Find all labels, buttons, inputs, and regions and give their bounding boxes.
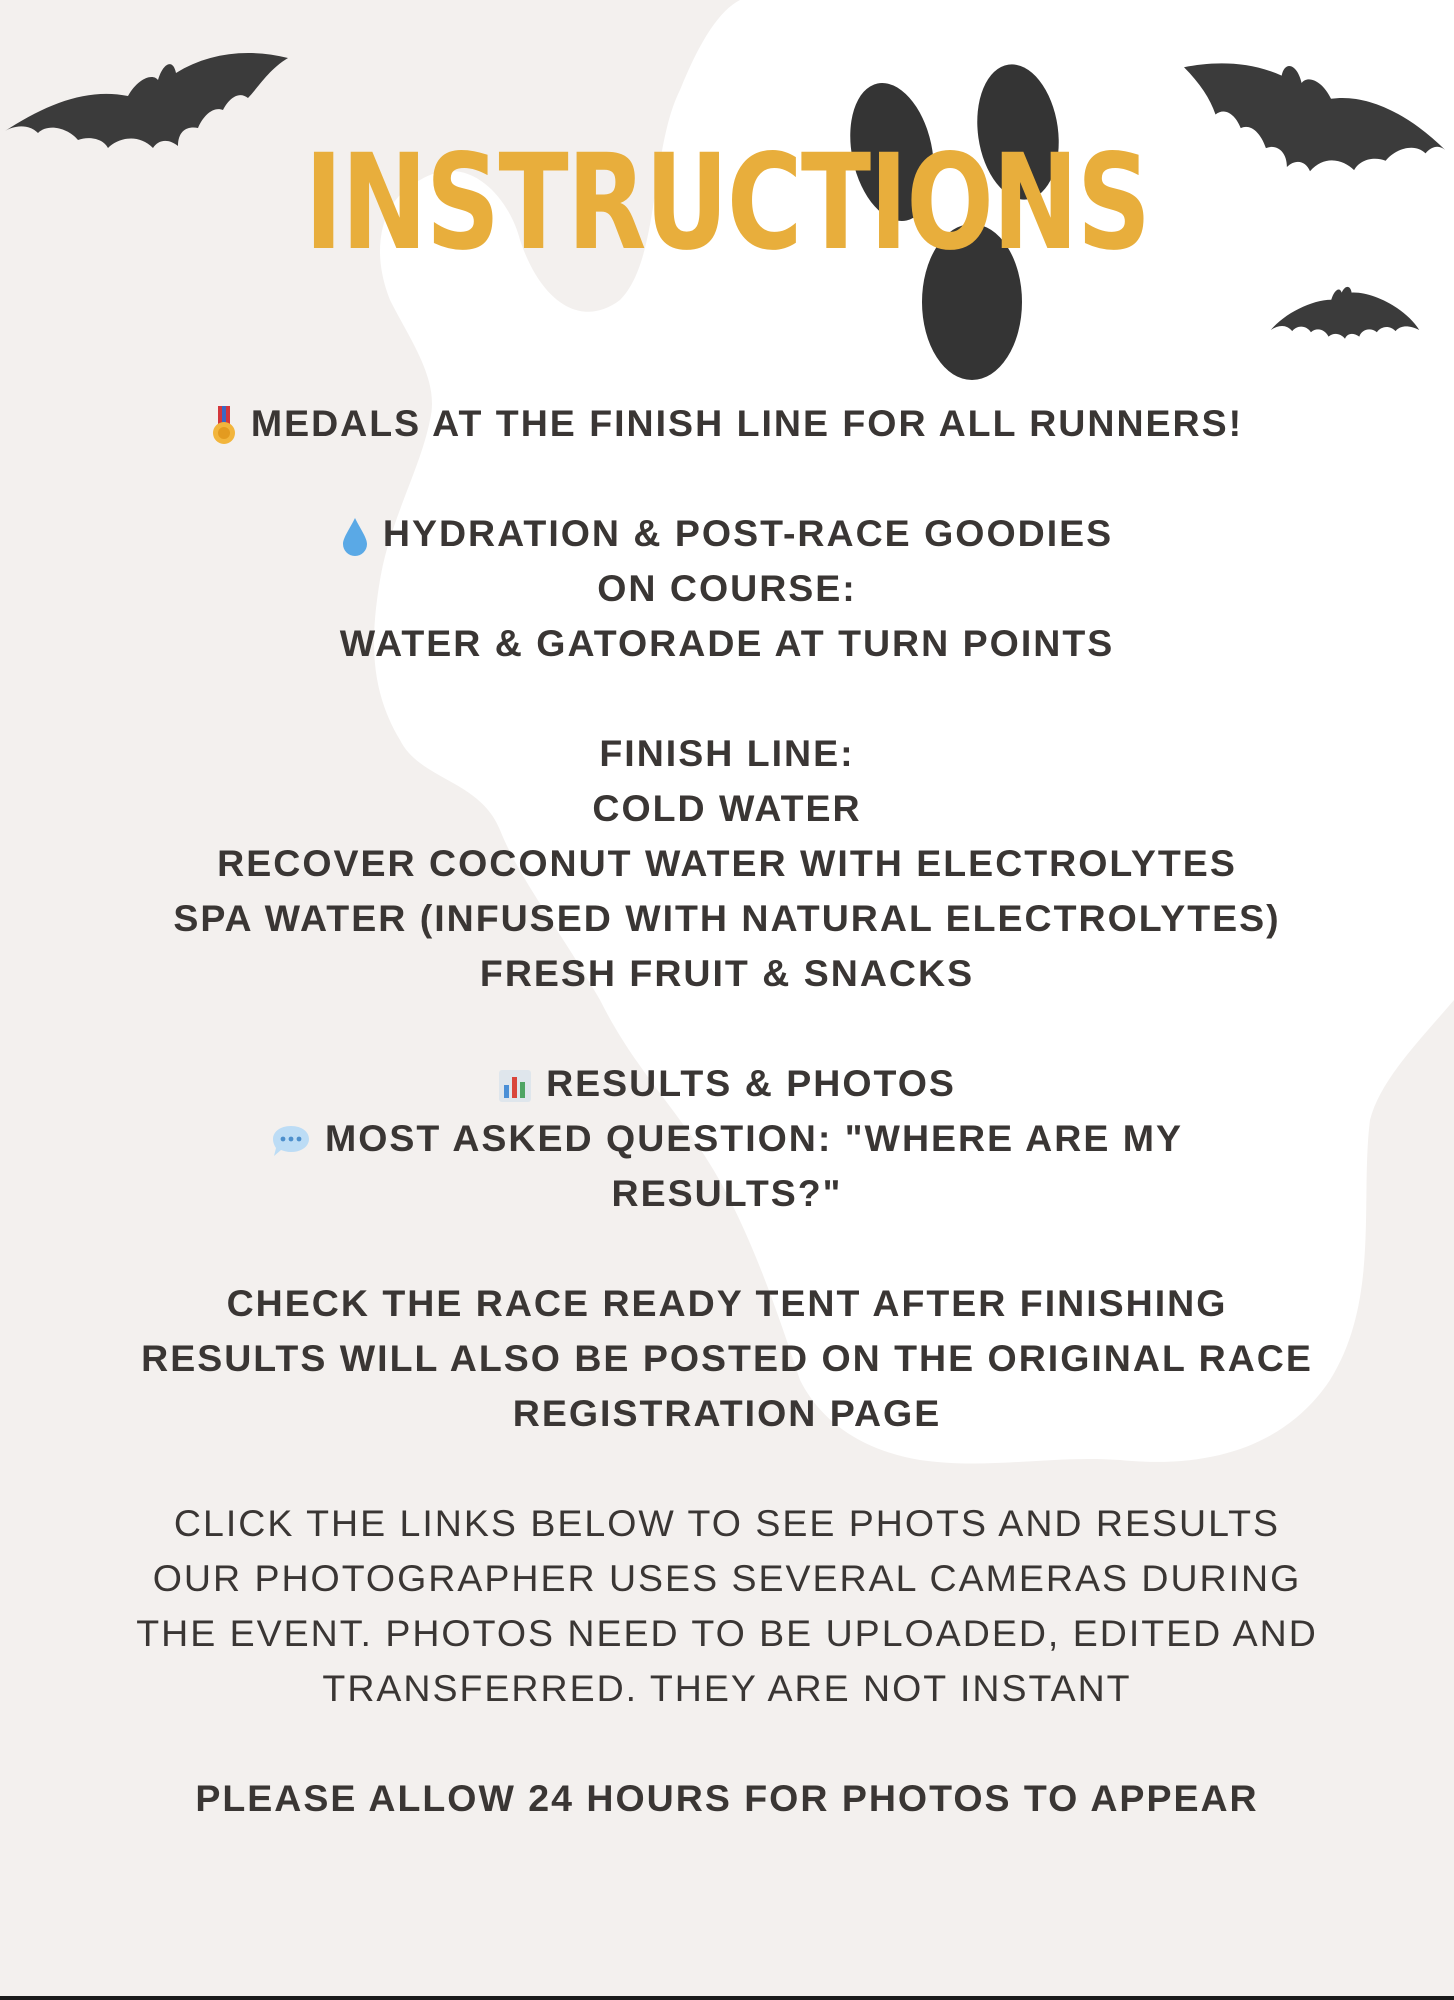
finish-line-label: FINISH LINE:: [599, 732, 855, 774]
medal-icon: [211, 406, 237, 446]
finish-line-item: RECOVER COCONUT WATER WITH ELECTROLYTES: [217, 842, 1237, 884]
photos-info: OUR PHOTOGRAPHER USES SEVERAL CAMERAS DURING: [152, 1557, 1302, 1599]
results-info: RESULTS WILL ALSO BE POSTED ON THE ORIGINAL RACE: [141, 1337, 1313, 1379]
on-course-label: ON COURSE:: [597, 567, 857, 609]
instructions-body: [0, 396, 1454, 1826]
faq-line-cont: RESULTS?": [611, 1172, 843, 1214]
bar-chart-icon: [498, 1069, 532, 1103]
photos-info: TRANSFERRED. THEY ARE NOT INSTANT: [322, 1667, 1132, 1709]
on-course-detail: WATER & GATORADE AT TURN POINTS: [339, 622, 1115, 664]
results-info: REGISTRATION PAGE: [512, 1392, 942, 1434]
photos-info: THE EVENT. PHOTOS NEED TO BE UPLOADED, EDITED AND: [136, 1612, 1318, 1654]
speech-bubble-icon: [271, 1123, 311, 1159]
results-info: CHECK THE RACE READY TENT AFTER FINISHING: [226, 1282, 1228, 1324]
droplet-icon: [341, 516, 369, 556]
finish-line-item: SPA WATER (INFUSED WITH NATURAL ELECTROLYTES): [173, 897, 1281, 939]
medals-line: MEDALS AT THE FINISH LINE FOR ALL RUNNERS!: [0, 396, 1454, 451]
finish-line-item: FRESH FRUIT & SNACKS: [479, 952, 975, 994]
bottom-border: [0, 1996, 1454, 2000]
page-title: INSTRUCTIONS: [304, 126, 1150, 280]
faq-line: MOST ASKED QUESTION: "WHERE ARE MY: [0, 1111, 1454, 1166]
photos-info: CLICK THE LINKS BELOW TO SEE PHOTS AND RESULTS: [173, 1502, 1281, 1544]
finish-line-item: COLD WATER: [592, 787, 862, 829]
results-heading: RESULTS & PHOTOS: [0, 1056, 1454, 1111]
photos-notice: PLEASE ALLOW 24 HOURS FOR PHOTOS TO APPEAR: [195, 1777, 1259, 1819]
hydration-heading: HYDRATION & POST-RACE GOODIES: [0, 506, 1454, 561]
